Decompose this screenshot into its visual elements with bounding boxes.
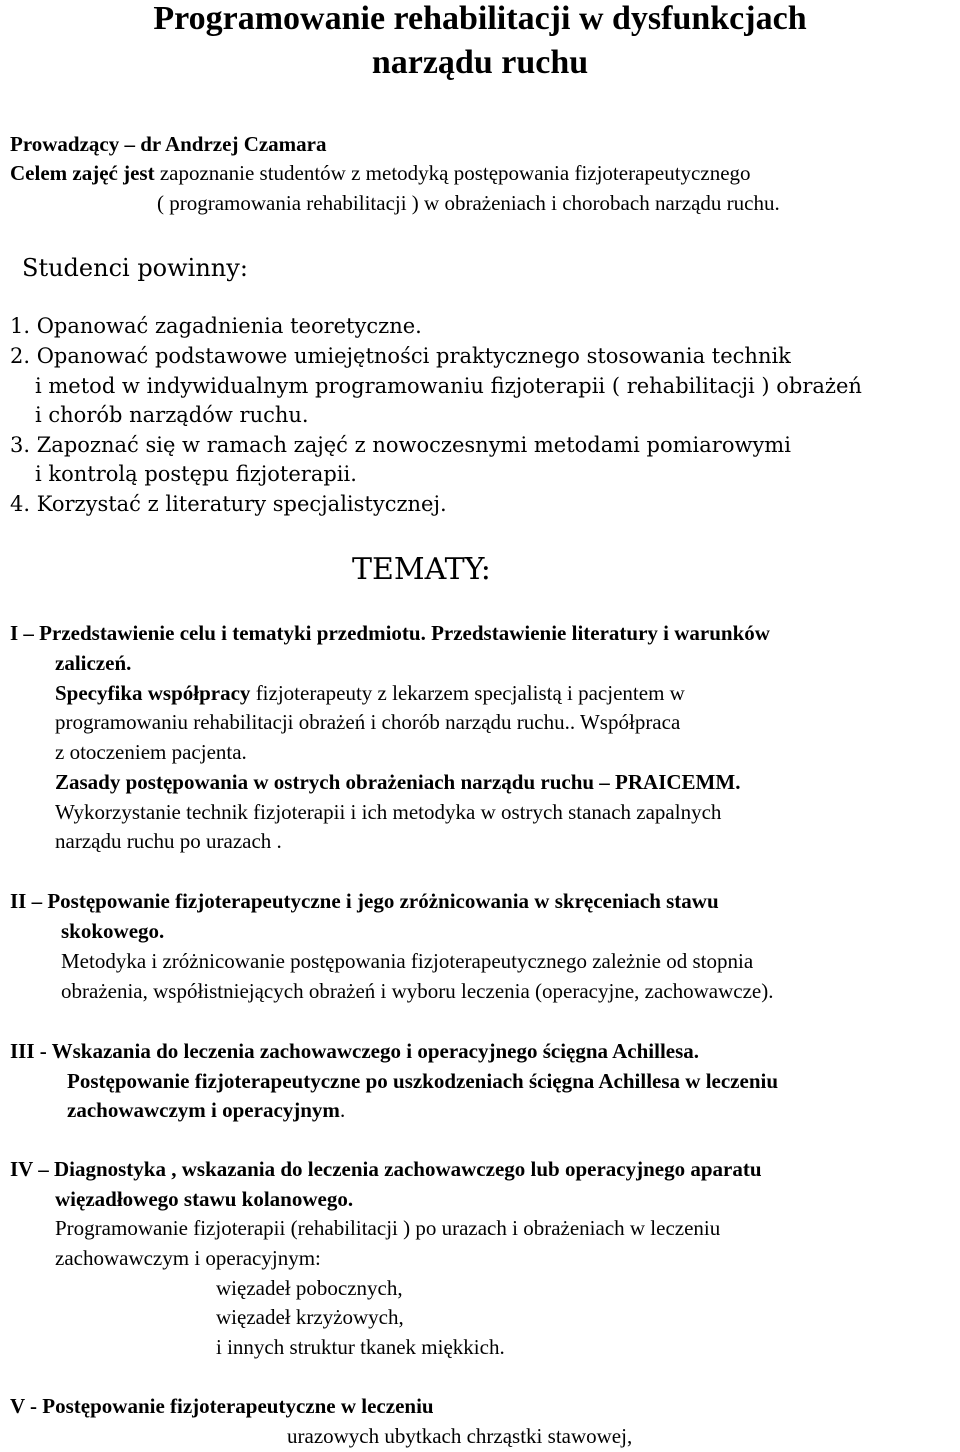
topic-3-rest: . (339, 1098, 346, 1122)
objective-1: 1. Opanować zagadnienia teoretyczne. (10, 314, 422, 338)
title-line-1: Programowanie rehabilitacji w dysfunkcjach (153, 0, 807, 37)
topic-1-title-cont: zaliczeń. (55, 651, 132, 675)
students-heading: Studenci powinny: (22, 254, 248, 282)
topic-1-title: I – Przedstawienie celu i tematyki przedmiotu. Przedstawienie literatury i warunków (10, 621, 770, 645)
topic-4-item-3: i innych struktur tkanek miękkich. (216, 1335, 505, 1359)
topic-2-title: II – Postępowanie fizjoterapeutyczne i jego zróżnicowania w skręceniach stawu (10, 889, 719, 913)
topic-5-title: V - Postępowanie fizjoterapeutyczne w leczeniu (10, 1394, 434, 1418)
topic-3-line-2: Postępowanie fizjoterapeutyczne po uszkodzeniach ścięgna Achillesa w leczeniu (67, 1069, 779, 1093)
goal-continuation: ( programowania rehabilitacji ) w obrażeniach i chorobach narządu ruchu. (157, 191, 780, 215)
goal-line (10, 160, 751, 186)
objective-2: 2. Opanować podstawowe umiejętności praktycznego stosowania technik (10, 344, 791, 368)
topic-2-line-3: Metodyka i zróżnicowanie postępowania fizjoterapeutycznego zależnie od stopnia (61, 949, 754, 973)
topic-1-line-5: z otoczeniem pacjenta. (55, 740, 247, 764)
topic-2-line-4: obrażenia, współistniejących obrażeń i wyboru leczenia (operacyjne, zachowawcze). (61, 979, 774, 1003)
topic-1-line-4: programowaniu rehabilitacji obrażeń i chorób narządu ruchu.. Współpraca (55, 710, 681, 734)
page-title (0, 0, 960, 85)
topic-1-line-6: Zasady postępowania w ostrych obrażeniach narządu ruchu – PRAICEMM. (55, 770, 741, 794)
topic-1-line-7: Wykorzystanie technik fizjoterapii i ich metodyka w ostrych stanach zapalnych (55, 800, 722, 824)
objective-4: 4. Korzystać z literatury specjalistycznej. (10, 492, 447, 516)
topic-4-title-cont: więzadłowego stawu kolanowego. (55, 1187, 354, 1211)
objective-3-cont: i kontrolą postępu fizjoterapii. (35, 462, 357, 486)
objective-3: 3. Zapoznać się w ramach zajęć z nowoczesnymi metodami pomiarowymi (10, 433, 791, 457)
topic-4-line-4: zachowawczym i operacyjnym: (55, 1246, 321, 1270)
topic-1-rest: fizjoterapeuty z lekarzem specjalistą i pacjentem w (250, 681, 685, 705)
topic-3-bold-phrase: zachowawczym i operacyjnym (67, 1098, 340, 1122)
topic-1-bold-phrase: Specyfika współpracy (55, 681, 251, 705)
goal-bold-text: Celem zajęć jest (10, 161, 155, 185)
topics-heading: TEMATY: (352, 552, 491, 587)
topic-3-title: III - Wskazania do leczenia zachowawczego i operacyjnego ścięgna Achillesa. (10, 1039, 700, 1063)
goal-text: zapoznanie studentów z metodyką postępowania fizjoterapeutycznego (154, 161, 751, 185)
title-line-2: narządu ruchu (371, 44, 589, 81)
objective-2-cont-2: i chorób narządów ruchu. (35, 403, 309, 427)
topic-4-item-2: więzadeł krzyżowych, (216, 1305, 404, 1329)
topic-2-title-cont: skokowego. (61, 919, 165, 943)
topic-1-line-8: narządu ruchu po urazach . (55, 829, 282, 853)
lecturer-line: Prowadzący – dr Andrzej Czamara (10, 132, 327, 156)
objective-2-cont-1: i metod w indywidualnym programowaniu fizjoterapii ( rehabilitacji ) obrażeń (35, 374, 862, 398)
topic-3-line-3 (67, 1097, 345, 1123)
topic-1-line-3 (55, 680, 685, 706)
topic-4-line-3: Programowanie fizjoterapii (rehabilitacji ) po urazach i obrażeniach w leczeniu (55, 1216, 721, 1240)
topic-4-item-1: więzadeł pobocznych, (216, 1276, 403, 1300)
topic-5-line-2: urazowych ubytkach chrząstki stawowej, (287, 1424, 633, 1448)
topic-4-title: IV – Diagnostyka , wskazania do leczenia zachowawczego lub operacyjnego aparatu (10, 1157, 762, 1181)
